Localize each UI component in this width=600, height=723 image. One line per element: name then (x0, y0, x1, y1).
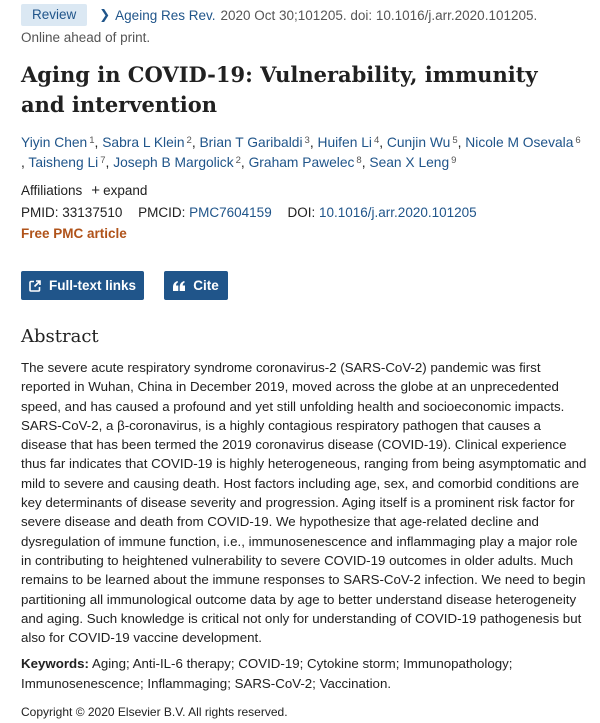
doi-label: DOI: (287, 205, 316, 220)
author-link[interactable]: Joseph B Margolick $^2$ (113, 155, 241, 170)
cite-label: Cite (193, 278, 219, 293)
expand-label: expand (103, 183, 148, 198)
publication-type-badge[interactable]: Review (21, 4, 87, 26)
affiliations-toggle[interactable] (21, 183, 147, 198)
doi-link[interactable]: 10.1016/j.arr.2020.101205 (319, 205, 477, 220)
author-link[interactable]: Nicole M Osevala $^6$ (465, 135, 581, 150)
article-identifiers (21, 205, 477, 220)
full-text-links-button[interactable] (21, 271, 144, 300)
author-link[interactable]: Yiyin Chen $^1$ (21, 135, 95, 150)
author-list: Yiyin Chen $^1$, Sabra L Klein $^2$, Brian T Garibaldi $^3$, Huifen Li $^4$, Cunjin Wu $^5$, Nicole M Osevala $^6$ , Taisheng Li $^7$, Joseph B Margolick $^2$, Graham Pawelec $^8$, Sean X Leng $^9$ (21, 135, 581, 170)
abstract-text: The severe acute respiratory syndrome coronavirus-2 (SARS-CoV-2) pandemic was first reported in Wuhan, China in December 2019, moved across the globe at an unprecedented speed, and has caused a profound and yet still unfolding health and socioeconomic impacts. SARS-CoV-2, a β-coronavirus, is a highly contagious respiratory pathogen that causes a disease that has been termed the 2019 coronavirus disease (COVID-19). Clinical experience thus far indicates that COVID-19 is highly heterogeneous, ranging from being asymptomatic and mild to severe and causing death. Host factors including age, sex, and comorbid conditions are key determinants of disease severity and progression. Aging itself is a prominent risk factor for severe disease and death from COVID-19. We hypothesize that age-related decline and dysregulation of immune function, i.e., immunosenescence and inflammaging play a major role in contributing to heightened vulnerability to severe COVID-19 outcomes in older adults. Much remains to be learned about the immune responses to SARS-CoV-2 infection. We need to begin partitioning all immunological outcome data by age to better understand disease heterogeneity and aging. Such knowledge is critical not only for understanding of COVID-19 pathogenesis but also for COVID-19 vaccine development. (21, 360, 587, 646)
external-link-icon (29, 280, 41, 292)
quote-icon (173, 281, 185, 291)
author-link[interactable]: Cunjin Wu $^5$ (386, 135, 458, 150)
journal-link[interactable]: Ageing Res Rev. (115, 7, 216, 23)
author-link[interactable]: Huifen Li $^4$ (317, 135, 380, 150)
pmid-label: PMID: (21, 205, 59, 220)
keywords-section (21, 654, 586, 694)
chevron-right-icon[interactable]: ❯ (99, 7, 111, 22)
author-link[interactable]: Brian T Garibaldi $^3$ (199, 135, 310, 150)
cite-button[interactable] (164, 271, 228, 300)
pmcid-link[interactable]: PMC7604159 (189, 205, 272, 220)
affiliations-label: Affiliations (21, 183, 83, 198)
author-link[interactable]: Sean X Leng $^9$ (369, 155, 457, 170)
publication-status: Online ahead of print. (21, 30, 151, 45)
article-title: Aging in COVID-19: Vulnerability, immunity and intervention (21, 62, 538, 117)
author-link[interactable]: Graham Pawelec $^8$ (248, 155, 362, 170)
pmid-value: 33137510 (62, 205, 123, 220)
full-text-links-label: Full-text links (48, 278, 136, 293)
copyright-notice: Copyright © 2020 Elsevier B.V. All rights reserved. (21, 705, 288, 719)
author-link[interactable]: Taisheng Li $^7$ (28, 155, 106, 170)
citation-text: 2020 Oct 30;101205. doi: 10.1016/j.arr.2020.101205. (220, 7, 538, 23)
author-link[interactable]: Sabra L Klein $^2$ (102, 135, 192, 150)
pmcid-label: PMCID: (138, 205, 186, 220)
keywords-list: Aging; Anti-IL-6 therapy; COVID-19; Cytokine storm; Immunopathology; Immunosenescence; Inflammaging; SARS-CoV-2; Vaccination. (21, 656, 513, 691)
plus-icon: + (91, 181, 101, 199)
abstract-heading: Abstract (21, 326, 99, 347)
keywords-label: Keywords: (21, 656, 89, 671)
article-header-line (21, 4, 537, 26)
free-pmc-article-label: Free PMC article (21, 226, 127, 241)
